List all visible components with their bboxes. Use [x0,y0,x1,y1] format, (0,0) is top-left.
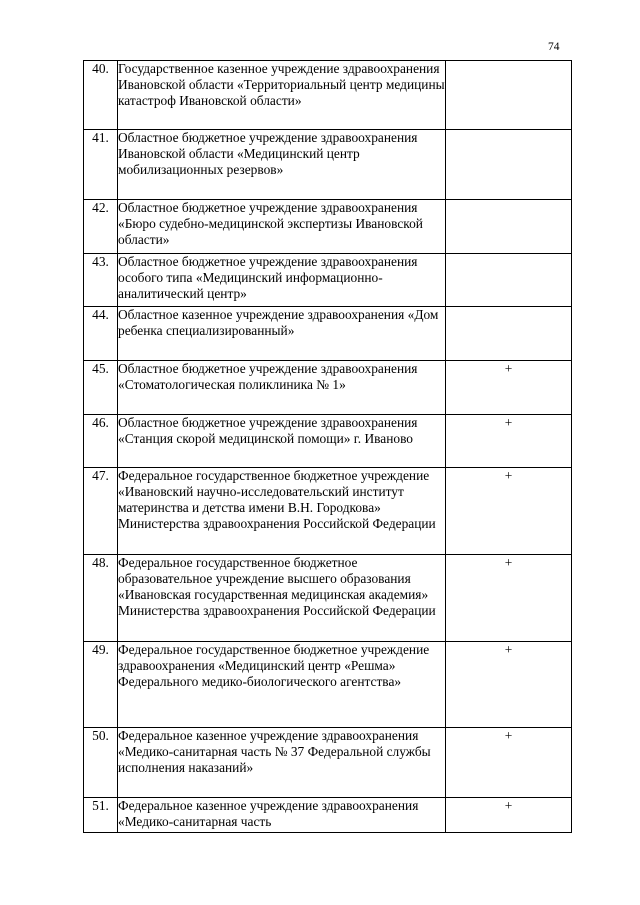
row-number: 42. [84,200,118,254]
row-number: 43. [84,254,118,307]
institution-name: Федеральное государственное бюджетное учреждение здравоохранения «Медицинский центр «Решма» Федерального медико-биологического агентства» [118,642,446,728]
participation-mark [446,254,572,307]
institution-name: Федеральное государственное бюджетное учреждение «Ивановский научно-исследовательский институт материнства и детства имени В.Н. Городкова» Министерства здравоохранения Российской Федерации [118,468,446,555]
table-row [84,415,572,468]
table-row [84,200,572,254]
row-number: 46. [84,415,118,468]
table-row [84,642,572,728]
table-row [84,361,572,415]
participation-mark [446,307,572,361]
participation-mark [446,200,572,254]
row-number: 44. [84,307,118,361]
page-number: 74 [548,41,560,53]
table-row [84,254,572,307]
row-number: 49. [84,642,118,728]
institution-name: Областное бюджетное учреждение здравоохранения «Станция скорой медицинской помощи» г. Иваново [118,415,446,468]
table-row [84,555,572,642]
row-number: 48. [84,555,118,642]
participation-mark [446,130,572,200]
row-number: 40. [84,61,118,130]
institutions-table [83,60,572,833]
institution-name: Государственное казенное учреждение здравоохранения Ивановской области «Территориальный центр медицины катастроф Ивановской области» [118,61,446,130]
participation-mark: + [446,555,572,642]
row-number: 50. [84,728,118,798]
row-number: 41. [84,130,118,200]
table-row [84,798,572,833]
institution-name: Федеральное государственное бюджетное образовательное учреждение высшего образования «Ивановская государственная медицинская академия» Министерства здравоохранения Российской Федерации [118,555,446,642]
participation-mark: + [446,468,572,555]
institution-name: Областное бюджетное учреждение здравоохранения особого типа «Медицинский информационно-аналитический центр» [118,254,446,307]
institution-name: Федеральное казенное учреждение здравоохранения «Медико-санитарная часть [118,798,446,833]
institution-name: Областное бюджетное учреждение здравоохранения «Бюро судебно-медицинской экспертизы Ивановской области» [118,200,446,254]
participation-mark: + [446,728,572,798]
row-number: 45. [84,361,118,415]
participation-mark: + [446,361,572,415]
row-number: 51. [84,798,118,833]
table-row [84,61,572,130]
institution-name: Федеральное казенное учреждение здравоохранения «Медико-санитарная часть № 37 Федеральной службы исполнения наказаний» [118,728,446,798]
table-row [84,130,572,200]
participation-mark [446,61,572,130]
table-row [84,307,572,361]
participation-mark: + [446,798,572,833]
institution-name: Областное казенное учреждение здравоохранения «Дом ребенка специализированный» [118,307,446,361]
institution-name: Областное бюджетное учреждение здравоохранения «Стоматологическая поликлиника № 1» [118,361,446,415]
table-row [84,728,572,798]
row-number: 47. [84,468,118,555]
participation-mark: + [446,415,572,468]
table-row [84,468,572,555]
institution-name: Областное бюджетное учреждение здравоохранения Ивановской области «Медицинский центр мобилизационных резервов» [118,130,446,200]
participation-mark: + [446,642,572,728]
